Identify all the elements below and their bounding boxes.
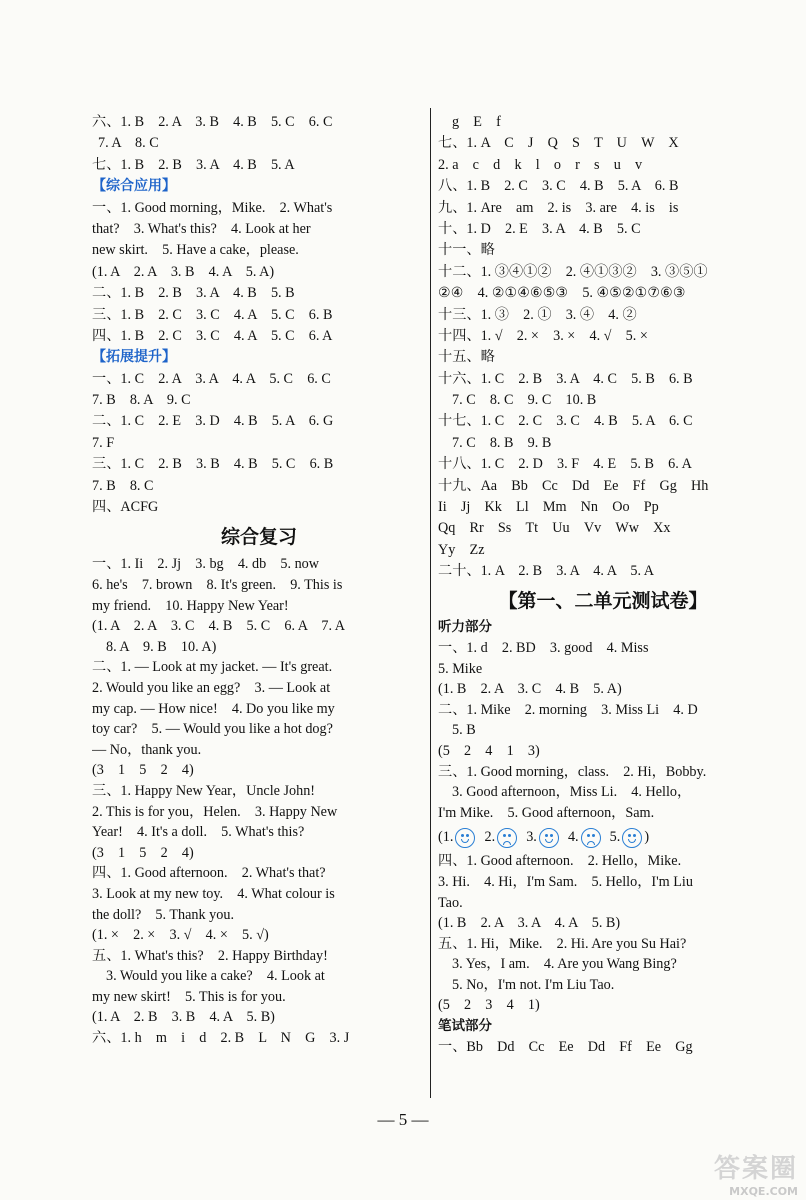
answer-line: 十三、1. ③ 2. ① 3. ④ 4. ②: [438, 306, 637, 323]
answer-line: 三、1. B 2. C 3. C 4. A 5. C 6. B: [92, 306, 333, 323]
page-number: — 5 —: [377, 1110, 429, 1129]
answer-line: 十、1. D 2. E 3. A 4. B 5. C: [438, 220, 641, 237]
answer-line: 五、1. Hi，Mike. 2. Hi. Are you Su Hai?: [438, 935, 687, 952]
answer-line: that? 3. What's this? 4. Look at her: [92, 220, 311, 237]
answer-line: 十八、1. C 2. D 3. F 4. E 5. B 6. A: [438, 456, 692, 473]
answer-line: 一、Bb Dd Cc Ee Dd Ff Ee Gg: [438, 1038, 693, 1055]
answer-line: (1. A 2. B 3. B 4. A 5. B): [92, 1009, 275, 1026]
faces-line: [438, 823, 768, 851]
sad-face-icon: [497, 828, 517, 848]
answer-line: 2. a c d k l o r s u v: [438, 156, 643, 173]
answer-line: Tao.: [438, 894, 463, 911]
answer-line: 一、1. C 2. A 3. A 4. A 5. C 6. C: [92, 370, 331, 387]
section-heading: 【第一、二单元测试卷】: [498, 589, 708, 612]
answer-line: Year! 4. It's a doll. 5. What's this?: [92, 824, 305, 841]
watermark-logo: [648, 1148, 798, 1198]
answer-line: 七、1. B 2. B 3. A 4. B 5. A: [92, 156, 295, 173]
answer-line: 7. A 8. C: [98, 135, 159, 152]
answer-line: 7. C 8. B 9. B: [452, 434, 552, 451]
section-label: 【综合应用】: [92, 178, 176, 195]
answer-line: 六、1. h m i d 2. B L N G 3. J: [92, 1030, 350, 1047]
answer-line: 5. No，I'm not. I'm Liu Tao.: [452, 976, 615, 993]
answer-line: Ii Jj Kk Ll Mm Nn Oo Pp: [438, 499, 659, 516]
answer-line: (1. B 2. A 3. A 4. A 5. B): [438, 915, 621, 932]
column-divider: [430, 108, 431, 1098]
answer-line: 二十、1. A 2. B 3. A 4. A 5. A: [438, 563, 654, 580]
answer-line: 5. Mike: [438, 660, 483, 677]
face-item-label: 2.: [484, 829, 496, 846]
face-item-label: 4.: [567, 829, 579, 846]
part-label: 笔试部分: [438, 1018, 492, 1035]
answer-line: I'm Mike. 5. Good afternoon，Sam.: [438, 804, 655, 821]
right-column: [438, 112, 768, 1057]
answer-line: 二、1. — Look at my jacket. — It's great.: [92, 659, 333, 676]
answer-line: 十二、1. ③④①② 2. ④①③② 3. ③⑤①: [438, 263, 708, 280]
answer-line: 2. Would you like an egg? 3. — Look at: [92, 679, 331, 696]
smiley-face-icon: [622, 828, 642, 848]
answer-line: Qq Rr Ss Tt Uu Vv Ww Xx: [438, 520, 671, 537]
answer-line: 十五、略: [438, 349, 495, 366]
answer-line: 3. Hi. 4. Hi，I'm Sam. 5. Hello，I'm Liu: [438, 873, 693, 890]
answer-line: (3 1 5 2 4): [92, 762, 194, 779]
face-item-label: (1.: [438, 829, 454, 846]
answer-line: 十九、Aa Bb Cc Dd Ee Ff Gg Hh: [438, 477, 709, 494]
answer-line: 3. Good afternoon，Miss Li. 4. Hello，: [452, 784, 692, 801]
answer-line: (3 1 5 2 4): [92, 844, 194, 861]
answer-line: 二、1. C 2. E 3. D 4. B 5. A 6. G: [92, 413, 334, 430]
answer-line: 7. C 8. C 9. C 10. B: [452, 392, 597, 409]
answer-line: 7. B 8. A 9. C: [92, 392, 191, 409]
answer-line: my cap. — How nice! 4. Do you like my: [92, 700, 335, 717]
answer-line: (5 2 3 4 1): [438, 997, 540, 1014]
answer-line: 一、1. d 2. BD 3. good 4. Miss: [438, 639, 649, 656]
answer-line: 十四、1. √ 2. × 3. × 4. √ 5. ×: [438, 327, 648, 344]
answer-line: 7. F: [92, 434, 115, 451]
answer-line: Yy Zz: [438, 541, 485, 558]
answer-line: my friend. 10. Happy New Year!: [92, 597, 289, 614]
answer-line: 8. A 9. B 10. A): [106, 638, 217, 655]
answer-line: 3. Yes，I am. 4. Are you Wang Bing?: [452, 956, 677, 973]
left-column: [92, 112, 426, 1049]
answer-line: 6. he's 7. brown 8. It's green. 9. This is: [92, 577, 343, 594]
answer-line: new skirt. 5. Have a cake，please.: [92, 242, 299, 259]
watermark-url: MXQE.COM: [729, 1185, 798, 1198]
face-item-label: ): [644, 829, 650, 846]
face-item-label: 5.: [609, 829, 621, 846]
answer-line: my new skirt! 5. This is for you.: [92, 988, 286, 1005]
answer-line: 二、1. Mike 2. morning 3. Miss Li 4. D: [438, 701, 698, 718]
answer-line: 七、1. A C J Q S T U W X: [438, 135, 679, 152]
answer-line: 2. This is for you，Helen. 3. Happy New: [92, 803, 338, 820]
answer-line: toy car? 5. — Would you like a hot dog?: [92, 721, 333, 738]
answer-line: 十一、略: [438, 242, 495, 259]
answer-line: 二、1. B 2. B 3. A 4. B 5. B: [92, 285, 295, 302]
face-item-label: 3.: [526, 829, 537, 846]
answer-line: 四、1. Good afternoon. 2. Hello，Mike.: [438, 853, 682, 870]
part-label: 听力部分: [438, 618, 492, 635]
answer-line: 一、1. Ii 2. Jj 3. bg 4. db 5. now: [92, 556, 320, 573]
section-heading: 综合复习: [220, 526, 297, 549]
answer-line: (1. × 2. × 3. √ 4. × 5. √): [92, 927, 269, 944]
answer-line: 九、1. Are am 2. is 3. are 4. is is: [438, 199, 679, 216]
answer-line: g E f: [452, 114, 501, 130]
section-label: 【拓展提升】: [92, 349, 176, 366]
answer-line: (1. A 2. A 3. B 4. A 5. A): [92, 263, 275, 280]
answer-line: 五、1. What's this? 2. Happy Birthday!: [92, 947, 328, 964]
answer-line: 3. Look at my new toy. 4. What colour is: [92, 885, 335, 902]
answer-line: 一、1. Good morning，Mike. 2. What's: [92, 199, 333, 216]
answer-line: the doll? 5. Thank you.: [92, 906, 234, 923]
answer-line: 三、1. Good morning，class. 2. Hi，Bobby.: [438, 763, 707, 780]
answer-line: 八、1. B 2. C 3. C 4. B 5. A 6. B: [438, 178, 679, 195]
answer-line: (1. B 2. A 3. C 4. B 5. A): [438, 681, 622, 698]
sad-face-icon: [581, 828, 601, 848]
answer-line: 四、1. B 2. C 3. C 4. A 5. C 6. A: [92, 327, 333, 344]
watermark-text: 答案圈: [713, 1154, 798, 1184]
answer-line: ②④ 4. ②①④⑥⑤③ 5. ④⑤②①⑦⑥③: [438, 285, 686, 302]
answer-line: (1. A 2. A 3. C 4. B 5. C 6. A 7. A: [92, 618, 346, 635]
answer-line: (5 2 4 1 3): [438, 742, 540, 759]
answer-line: 十七、1. C 2. C 3. C 4. B 5. A 6. C: [438, 413, 693, 430]
answer-line: 三、1. Happy New Year，Uncle John!: [92, 782, 316, 799]
answer-line: 四、1. Good afternoon. 2. What's that?: [92, 865, 326, 882]
answer-line: 5. B: [452, 722, 476, 739]
smiley-face-icon: [455, 828, 475, 848]
smiley-face-icon: [539, 828, 559, 848]
answer-line: 四、ACFG: [92, 499, 159, 516]
answer-line: — No，thank you.: [92, 741, 202, 758]
answer-line: 3. Would you like a cake? 4. Look at: [106, 968, 325, 985]
answer-line: 7. B 8. C: [92, 477, 154, 494]
answer-line: 六、1. B 2. A 3. B 4. B 5. C 6. C: [92, 114, 333, 130]
answer-line: 十六、1. C 2. B 3. A 4. C 5. B 6. B: [438, 370, 693, 387]
answer-line: 三、1. C 2. B 3. B 4. B 5. C 6. B: [92, 456, 334, 473]
